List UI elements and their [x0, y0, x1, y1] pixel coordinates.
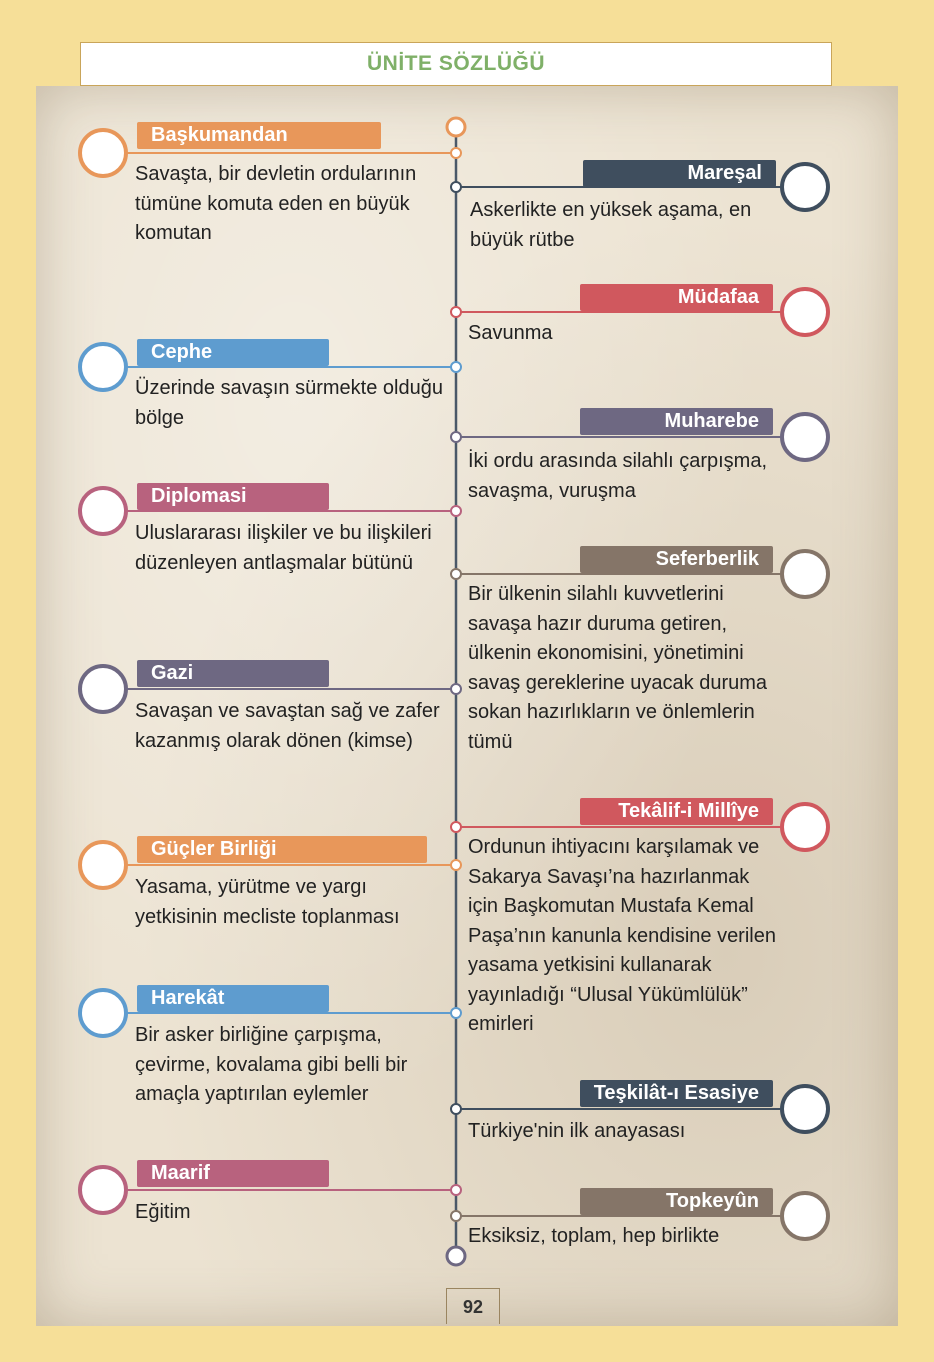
left-marker-circle	[80, 344, 126, 390]
right-marker-circle	[782, 289, 828, 335]
timeline-node-dot	[451, 307, 461, 317]
page-number: 92	[446, 1288, 500, 1324]
definition-seferberlik: Bir ülkenin silahlı kuvvetlerini savaşa hazır duruma getiren, ülkenin ekonomisini, yönetimini savaş gereklerine uyacak duruma sokan hazırlıkların ve önlemlerin tümü	[468, 583, 768, 753]
timeline-end-dot	[447, 1247, 465, 1265]
timeline-node-dot	[451, 1185, 461, 1195]
right-marker-circle	[782, 551, 828, 597]
definition-maarif: Eğitim	[135, 1201, 191, 1223]
timeline-node-dot	[451, 860, 461, 870]
term-label-maresal: Mareşal	[583, 160, 776, 187]
definition-muharebe: İki ordu arasında silahlı çarpışma, savaşma, vuruşma	[468, 450, 768, 502]
timeline-node-dot	[451, 362, 461, 372]
term-label-tekalif-i-milliye: Tekâlif-i Millîye	[580, 798, 773, 825]
term-label-seferberlik: Seferberlik	[580, 546, 773, 573]
definition-gazi: Savaşan ve savaştan sağ ve zafer kazanmış olarak dönen (kimse)	[135, 700, 440, 752]
term-label-teskilat-i-esasiye: Teşkilât-ı Esasiye	[580, 1080, 773, 1107]
term-label-diplomasi: Diplomasi	[137, 483, 329, 510]
timeline-node-dot	[451, 684, 461, 694]
term-label-harekat: Harekât	[137, 985, 329, 1012]
timeline-node-dot	[451, 822, 461, 832]
definition-topkeyun: Eksiksiz, toplam, hep birlikte	[468, 1225, 720, 1247]
definition-harekat: Bir asker birliğine çarpışma, çevirme, kovalama gibi belli bir amaçla yaptırılan eylemler	[135, 1024, 408, 1105]
left-marker-circle	[80, 130, 126, 176]
definition-tekalif-i-milliye: Ordunun ihtiyacını karşılamak ve Sakarya Savaşı’na hazırlanmak için Başkomutan Mustafa Kemal Paşa’nın kanunla kendisine verilen yasama yetkisini kullanarak yayınladığı “Ulusal Yükümlülük” emirleri	[468, 836, 776, 1035]
timeline-node-dot	[451, 1211, 461, 1221]
definition-mudafaa: Savunma	[468, 322, 553, 344]
definition-gucler-birligi: Yasama, yürütme ve yargı yetkisinin mecliste toplanması	[135, 876, 400, 928]
term-label-baskumandan: Başkumandan	[137, 122, 381, 149]
left-marker-circle	[80, 666, 126, 712]
right-marker-circle	[782, 414, 828, 460]
definition-diplomasi: Uluslararası ilişkiler ve bu ilişkileri düzenleyen antlaşmalar bütünü	[135, 522, 432, 574]
term-label-mudafaa: Müdafaa	[580, 284, 773, 311]
definition-cephe: Üzerinde savaşın sürmekte olduğu bölge	[135, 377, 443, 429]
right-marker-circle	[782, 1193, 828, 1239]
term-label-muharebe: Muharebe	[580, 408, 773, 435]
right-marker-circle	[782, 164, 828, 210]
definition-maresal: Askerlikte en yüksek aşama, en büyük rütbe	[470, 199, 752, 251]
term-label-cephe: Cephe	[137, 339, 329, 366]
left-marker-circle	[80, 842, 126, 888]
left-marker-circle	[80, 488, 126, 534]
term-label-gazi: Gazi	[137, 660, 329, 687]
page-title: ÜNİTE SÖZLÜĞÜ	[367, 52, 545, 75]
right-marker-circle	[782, 804, 828, 850]
term-label-maarif: Maarif	[137, 1160, 329, 1187]
timeline-node-dot	[451, 506, 461, 516]
right-marker-circle	[782, 1086, 828, 1132]
timeline-start-dot	[447, 118, 465, 136]
timeline-node-dot	[451, 1104, 461, 1114]
definition-teskilat-i-esasiye: Türkiye'nin ilk anayasası	[468, 1120, 686, 1142]
left-marker-circle	[80, 990, 126, 1036]
timeline-node-dot	[451, 1008, 461, 1018]
left-marker-circle	[80, 1167, 126, 1213]
timeline-node-dot	[451, 182, 461, 192]
term-label-gucler-birligi: Güçler Birliği	[137, 836, 427, 863]
definition-baskumandan: Savaşta, bir devletin ordularının tümüne komuta eden en büyük komutan	[135, 163, 417, 244]
timeline-node-dot	[451, 148, 461, 158]
timeline-node-dot	[451, 432, 461, 442]
term-label-topkeyun: Topkeyûn	[580, 1188, 773, 1215]
